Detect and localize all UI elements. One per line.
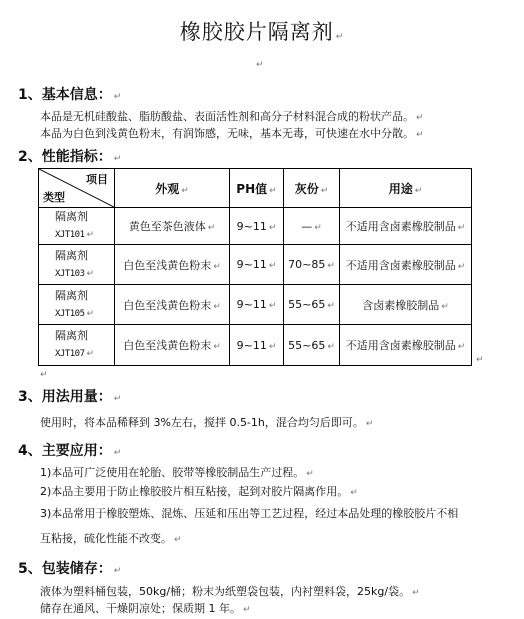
application-line-text: 互粘接，硫化性能不改变。: [40, 532, 172, 545]
section-packaging-heading: [18, 558, 121, 578]
paragraph-mark-icon: ↵: [86, 268, 95, 279]
use-cell: [340, 285, 472, 325]
paragraph-mark-icon: ↵: [320, 185, 329, 196]
spec-table: [38, 168, 472, 366]
column-header-ash: [284, 169, 340, 208]
paragraph-mark-icon: ↵: [457, 261, 466, 272]
paragraph-mark-icon: ↵: [268, 261, 277, 271]
section-heading-text: 5、包装储存：: [18, 561, 112, 577]
table-row: [39, 285, 472, 325]
paragraph-mark-icon: ↵: [40, 370, 48, 380]
appearance-text: 黄色至茶色液体: [128, 220, 206, 233]
document-title-text: 橡胶胶片隔离剂: [179, 20, 334, 44]
section-basic-heading: [18, 84, 121, 104]
ash-cell: [284, 208, 340, 245]
ph-cell: [230, 285, 284, 325]
ash-text: 55~65: [288, 298, 326, 311]
paragraph-mark-icon: ↵: [314, 222, 322, 233]
usage-text: 使用时，将本品稀释到 3%左右，搅拌 0.5-1h，混合均匀后即可。: [40, 416, 364, 429]
paragraph-mark-icon: ↵: [457, 223, 466, 233]
ash-text: 70~85: [288, 258, 326, 271]
paragraph-mark-icon: ↵: [113, 92, 122, 102]
basic-line-1: [40, 108, 424, 124]
paragraph-mark-icon: ↵: [416, 113, 424, 123]
packaging-line-1: [40, 583, 420, 599]
usage-line: [40, 414, 373, 430]
table-row: [39, 245, 472, 285]
ash-cell: [284, 245, 340, 285]
ash-text: 55~65: [288, 338, 326, 352]
ph-cell: [230, 208, 284, 245]
basic-line-text: 本品为白色到浅黄色粉末，有润饰感，无味，基本无毒，可快速在水中分散。: [40, 127, 414, 140]
corner-label-item: 项目: [86, 173, 108, 186]
column-header-text: 外观: [155, 181, 180, 196]
column-header-text: PH值: [236, 181, 268, 196]
document-title: [0, 16, 524, 46]
ph-text: 9~11: [236, 298, 267, 311]
paragraph-mark-icon: ↵: [207, 223, 216, 233]
column-header-text: 灰份: [294, 181, 319, 196]
type-cell: [39, 245, 115, 285]
use-text: 含卤素橡胶制品: [362, 298, 440, 312]
paragraph-mark-icon: ↵: [86, 308, 95, 319]
paragraph-mark-icon: ↵: [213, 301, 221, 312]
appearance-cell: [115, 245, 230, 285]
paragraph-mark-icon: ↵: [86, 349, 95, 359]
use-text: 不适用含卤素橡胶制品: [345, 220, 456, 233]
paragraph-mark-icon: ↵: [414, 185, 423, 196]
column-header-appearance: [115, 169, 230, 208]
paragraph-mark-icon: ↵: [181, 185, 189, 196]
section-usage-heading: [18, 386, 121, 406]
paragraph-mark-icon: ↵: [365, 419, 374, 429]
application-line-1: [40, 464, 314, 480]
paragraph-mark-icon: ↵: [306, 469, 314, 479]
application-line-4: [40, 530, 182, 546]
ash-cell: [284, 285, 340, 325]
table-row: [39, 325, 472, 366]
type-name: 隔离剂: [55, 248, 88, 262]
application-line-text: 3)本品常用于橡胶塑炼、混炼、压延和压出等工艺过程，经过本品处理的橡胶胶片不相: [40, 507, 459, 520]
packaging-line-2: [40, 600, 251, 616]
section-heading-text: 1、基本信息：: [18, 87, 112, 103]
paragraph-mark-icon: ↵: [243, 605, 251, 615]
paragraph-mark-icon: ↵: [327, 341, 335, 352]
packaging-line-text: 储存在通风、干燥阴凉处；保质期 1 年。: [40, 602, 241, 615]
appearance-text: 白色至浅黄色粉末: [123, 258, 212, 272]
paragraph-mark-icon: ↵: [113, 394, 122, 404]
appearance-text: 白色至浅黄色粉末: [123, 298, 212, 312]
paragraph-mark-icon: ↵: [268, 301, 277, 311]
column-header-text: 用途: [388, 181, 413, 196]
paragraph-mark-icon: ↵: [269, 185, 277, 196]
appearance-cell: [115, 208, 230, 245]
application-line-text: 1)本品可广泛使用在轮胎、胶带等橡胶制品生产过程。: [40, 466, 305, 479]
corner-label-type: 类型: [43, 191, 65, 204]
paragraph-mark-icon: ↵: [327, 301, 335, 311]
ph-text: 9~11: [236, 258, 267, 271]
table-corner-cell: [39, 169, 115, 208]
ash-text: —: [301, 219, 313, 233]
ph-text: 9~11: [236, 338, 267, 352]
application-line-2: [40, 483, 358, 499]
section-heading-text: 4、主要应用：: [18, 443, 112, 459]
type-name: 隔离剂: [55, 288, 88, 302]
type-name: 隔离剂: [55, 210, 88, 223]
paragraph-mark-icon: ↵: [174, 535, 182, 545]
ash-cell: [284, 325, 340, 366]
appearance-text: 白色至浅黄色粉末: [123, 339, 212, 352]
use-text: 不适用含卤素橡胶制品: [345, 339, 456, 352]
paragraph-mark-icon: ↵: [113, 448, 122, 458]
type-code: XJT103: [55, 268, 85, 279]
application-line-text: 2)本品主要用于防止橡胶胶片相互粘接，起到对胶片隔离作用。: [40, 485, 349, 498]
basic-line-2: [40, 125, 424, 141]
type-cell: [39, 325, 115, 366]
use-cell: [340, 208, 472, 245]
section-application-heading: [18, 440, 121, 460]
paragraph-mark-icon: ↵: [113, 566, 122, 576]
paragraph-mark-icon: ↵: [268, 341, 277, 352]
use-cell: [340, 245, 472, 285]
appearance-cell: [115, 325, 230, 366]
table-header-row: [39, 169, 472, 208]
type-code: XJT105: [55, 308, 85, 319]
paragraph-mark-icon: ↵: [350, 488, 358, 498]
paragraph-mark-icon: ↵: [441, 301, 449, 312]
use-cell: [340, 325, 472, 366]
ph-cell: [230, 325, 284, 366]
type-code: XJT101: [55, 230, 85, 240]
paragraph-mark-icon: ↵: [86, 230, 95, 240]
packaging-line-text: 液体为塑料桶包装，50kg/桶；粉末为纸塑袋包装，内衬塑料袋，25kg/袋。: [40, 585, 411, 598]
section-heading-text: 3、用法用量：: [18, 389, 112, 405]
paragraph-mark-icon: ↵: [268, 222, 277, 233]
paragraph-mark-icon: ↵: [416, 130, 424, 140]
type-cell: [39, 285, 115, 325]
section-heading-text: 2、性能指标：: [18, 149, 112, 165]
paragraph-mark-icon: ↵: [476, 355, 484, 365]
section-spec-heading: [18, 146, 121, 166]
paragraph-mark-icon: ↵: [113, 154, 122, 164]
use-text: 不适用含卤素橡胶制品: [345, 258, 456, 272]
paragraph-mark-icon: ↵: [213, 261, 221, 272]
paragraph-mark-icon: ↵: [457, 342, 466, 352]
table-row: [39, 208, 472, 245]
paragraph-mark-icon: ↵: [256, 60, 264, 70]
basic-line-text: 本品是无机硅酸盐、脂肪酸盐、表面活性剂和高分子材料混合成的粉状产品。: [40, 110, 414, 123]
type-name: 隔离剂: [55, 329, 88, 342]
type-code: XJT107: [55, 349, 85, 359]
type-cell: [39, 208, 115, 245]
ph-text: 9~11: [236, 219, 267, 233]
column-header-use: [340, 169, 472, 208]
paragraph-mark-icon: ↵: [213, 342, 221, 352]
paragraph-mark-icon: ↵: [327, 261, 335, 271]
paragraph-mark-icon: ↵: [335, 32, 345, 42]
column-header-ph: [230, 169, 284, 208]
ph-cell: [230, 245, 284, 285]
appearance-cell: [115, 285, 230, 325]
application-line-3: [40, 505, 458, 521]
paragraph-mark-icon: ↵: [412, 588, 420, 598]
